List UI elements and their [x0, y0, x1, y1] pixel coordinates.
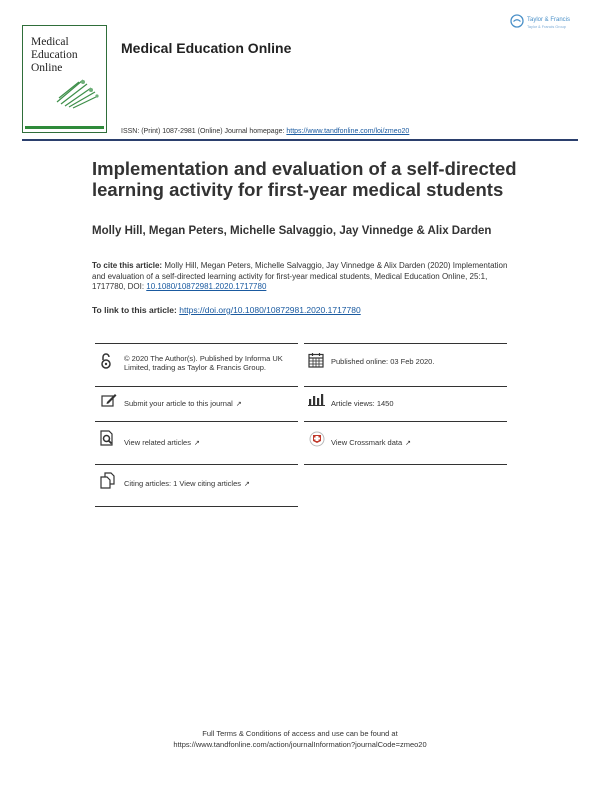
- doi-link[interactable]: 10.1080/10872981.2020.1717780: [146, 282, 267, 291]
- citing-articles-icon: [100, 472, 117, 489]
- issn-line: [121, 128, 409, 135]
- info-divider: [304, 386, 507, 387]
- cite-label: To cite this article:: [92, 261, 163, 270]
- edit-icon: [101, 393, 117, 407]
- article-views: Article views: 1450: [331, 399, 394, 408]
- journal-name[interactable]: Medical Education Online: [121, 40, 292, 56]
- calendar-icon: [308, 352, 324, 368]
- article-authors: Molly Hill, Megan Peters, Michelle Salvaggio, Jay Vinnedge & Alix Darden: [92, 225, 492, 237]
- cover-artwork-icon: [53, 72, 101, 112]
- citation: [92, 261, 512, 293]
- bar-chart-icon: [308, 393, 326, 406]
- cover-bar: [25, 126, 104, 129]
- info-divider: [304, 343, 507, 344]
- info-divider: [95, 343, 298, 344]
- info-divider: [304, 464, 507, 465]
- info-divider: [304, 421, 507, 422]
- info-divider: [95, 464, 298, 465]
- crossmark-icon: [309, 431, 325, 448]
- external-link-icon: ↗: [193, 440, 200, 447]
- related-articles-link[interactable]: View related articles ↗: [124, 438, 200, 447]
- license-text: © 2020 The Author(s). Published by Informa UK Limited, trading as Taylor & Francis Group.: [124, 354, 283, 372]
- external-link-icon: ↗: [235, 401, 242, 408]
- published-date: Published online: 03 Feb 2020.: [331, 357, 435, 366]
- taylor-francis-logo-icon: [510, 14, 524, 28]
- publisher-logo-text: Taylor & Francis: [527, 17, 571, 23]
- crossmark-link[interactable]: View Crossmark data ↗: [331, 438, 412, 447]
- article-link[interactable]: https://doi.org/10.1080/10872981.2020.1717780: [179, 305, 361, 315]
- issn-text: ISSN: (Print) 1087-2981 (Online) Journal homepage:: [121, 128, 287, 135]
- article-title: Implementation and evaluation of a self-directed learning activity for first-year medical students: [92, 158, 517, 200]
- header-divider: [22, 139, 578, 141]
- info-divider: [95, 506, 298, 507]
- external-link-icon: ↗: [244, 481, 250, 488]
- journal-cover: [22, 25, 107, 133]
- journal-homepage-link[interactable]: https://www.tandfonline.com/loi/zmeo20: [286, 128, 410, 135]
- info-divider: [95, 421, 298, 422]
- footer-terms-text: Full Terms & Conditions of access and use can be found at: [202, 729, 398, 738]
- citing-articles-link[interactable]: Citing articles: 1 View citing articles ↗: [124, 479, 250, 488]
- external-link-icon: ↗: [405, 440, 412, 447]
- footer: [0, 728, 600, 750]
- article-link-line: [92, 305, 361, 315]
- footer-terms-link[interactable]: https://www.tandfonline.com/action/journalInformation?journalCode=zmeo20: [173, 740, 427, 749]
- open-access-icon: [100, 353, 112, 369]
- related-articles-icon: [100, 430, 115, 446]
- cite-text: Molly Hill, Megan Peters, Michelle Salvaggio, Jay Vinnedge & Alix Darden (2020) Implementation and evaluation of a self-directed learning activity for first-year medical students, Medical Education Online, 25:1, 1717780, DOI:: [92, 261, 508, 291]
- info-divider: [95, 386, 298, 387]
- cover-title: Medical Education Online: [31, 36, 78, 74]
- submit-article-link[interactable]: Submit your article to this journal ↗: [124, 399, 242, 408]
- publisher-logo[interactable]: [510, 14, 571, 33]
- link-label: To link to this article:: [92, 305, 180, 315]
- publisher-logo-subtext: Taylor & Francis Group: [527, 25, 566, 29]
